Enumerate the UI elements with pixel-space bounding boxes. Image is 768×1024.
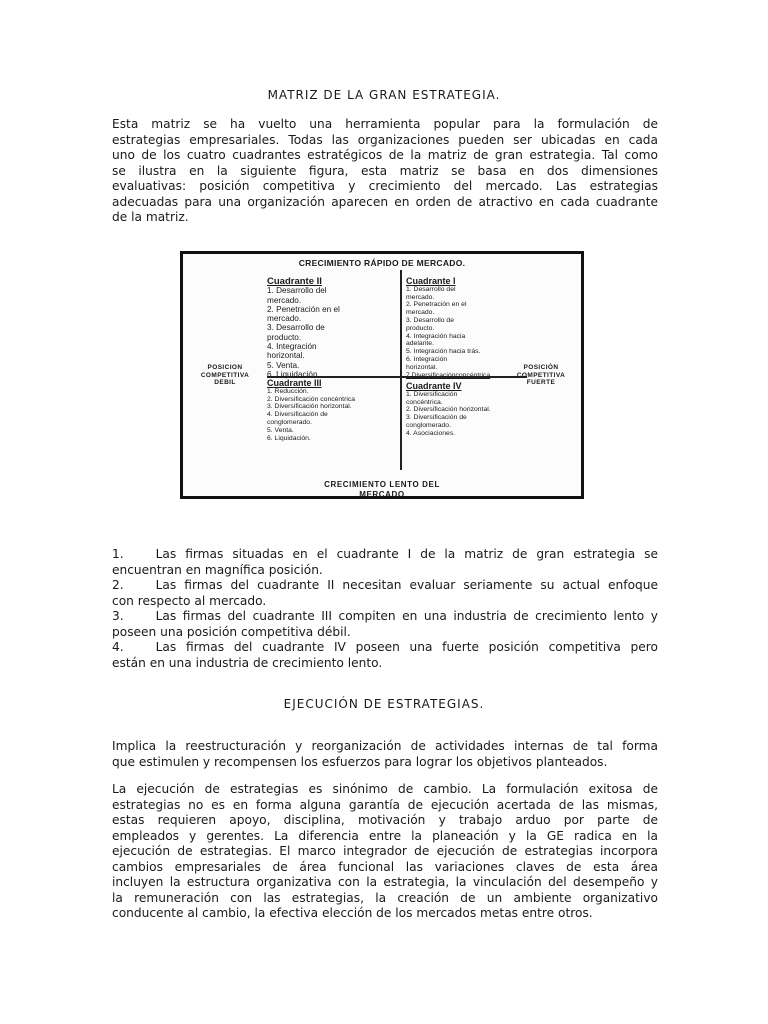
quadrant-item: 1. Desarrollo del <box>267 286 327 296</box>
list-item <box>112 578 658 609</box>
quadrant-item: concéntrica. <box>406 398 443 406</box>
quadrant-item: adelante. <box>406 340 434 348</box>
list-item <box>112 609 658 640</box>
section-title-ejecucion: EJECUCIÓN DE ESTRATEGIAS. <box>283 697 485 711</box>
figure-bottom-label <box>183 480 581 500</box>
list-text: Las firmas situadas en el cuadrante I de la matriz de gran estrategia se <box>155 547 658 561</box>
text-line: estas requieren apoyo, disciplina, motivación y trabajo arduo por parte de <box>112 813 658 827</box>
list-item-line-1 <box>112 578 658 594</box>
quadrant-item: 6. Integración <box>406 355 448 363</box>
vertical-axis <box>400 270 402 470</box>
quadrant-item: horizontal. <box>267 351 305 361</box>
text-line: cambios empresariales de área funcional las variaciones claves de esta área <box>112 859 658 874</box>
quadrant-2-heading: Cuadrante II <box>267 276 322 287</box>
figure-top-label: CRECIMIENTO RÁPIDO DE MERCADO. <box>298 258 466 268</box>
list-text: con respecto al mercado. <box>112 593 267 608</box>
intro-paragraph <box>112 117 658 226</box>
quadrant-item: mercado. <box>267 295 302 305</box>
quadrant-item: 1. Desarrollo del <box>406 285 456 293</box>
quadrant-item: conglomerado. <box>267 418 312 426</box>
list-text: Las firmas del cuadrante II necesitan evaluar seriamente su actual enfoque <box>155 578 658 592</box>
text-line: ejecución de estrategias. El marco integrador de ejecución de estrategias incorpora <box>112 844 658 858</box>
text-line: estrategias empresariales. Todas las organizaciones pueden ser ubicadas en cada <box>112 132 658 147</box>
numbered-list <box>112 547 658 671</box>
quadrant-item: 6. Liquidación. <box>267 434 311 442</box>
section-title-matriz: MATRIZ DE LA GRAN ESTRATEGIA. <box>267 88 501 102</box>
text-line: uno de los cuatro cuadrantes estratégicos de la matriz de gran estrategia. Tal como <box>112 148 658 162</box>
list-item <box>112 547 658 578</box>
quadrant-1 <box>406 278 536 379</box>
quadrant-3 <box>267 380 399 442</box>
quadrant-item: 3. Diversificación horizontal. <box>267 403 352 411</box>
quadrant-item: 3. Desarrollo de <box>267 323 325 333</box>
quadrant-item: 5. Integración hacia trás. <box>406 348 481 356</box>
list-number: 2. <box>112 578 124 592</box>
text-line: empleados y gerentes. La diferencia entre la planeación y la GE radica en la <box>112 828 658 843</box>
list-text: Las firmas del cuadrante IV poseen una fuerte posición competitiva pero <box>155 640 658 654</box>
text-line: adecuadas para una organización aparecen en orden de atractivo en cada cuadrante <box>112 194 658 209</box>
text-line: conducente al cambio, la efectiva elección de los mercados metas entre otros. <box>112 906 593 920</box>
quadrant-1-heading: Cuadrante I <box>406 276 456 286</box>
quadrant-4 <box>406 383 536 438</box>
quadrant-item: 4. Diversificación de <box>267 411 328 419</box>
quadrant-item: 6. Liquidación. <box>267 369 320 379</box>
bottom-label-line: MERCADO <box>359 490 405 499</box>
quadrant-item: 2. Diversificación horizontal. <box>406 406 491 414</box>
quadrant-item: 3. Diversificación de <box>406 414 467 422</box>
list-number: 4. <box>112 640 124 654</box>
quadrant-item: 3. Desarrollo de <box>406 316 454 324</box>
quadrant-item: 2. Penetración en el <box>406 301 467 309</box>
bottom-label-line: CRECIMIENTO LENTO DEL <box>324 480 440 489</box>
quadrant-2 <box>267 277 397 379</box>
paragraph-ejecucion <box>112 782 658 922</box>
list-text: poseen una posición competitiva débil. <box>112 624 351 639</box>
quadrant-3-heading: Cuadrante III <box>267 378 322 388</box>
text-line: evaluativas: posición competitiva y crecimiento del mercado. Las estrategias <box>112 179 658 193</box>
quadrant-item: 7.Diversificaciónconcéntrica <box>406 371 491 379</box>
left-label-line: COMPETITIVA <box>200 371 250 379</box>
text-line: estrategias no es en forma alguna garantía de ejecución acertada de las mismas, <box>112 797 658 812</box>
list-number: 3. <box>112 609 124 623</box>
text-line: La ejecución de estrategias es sinónimo de cambio. La formulación exitosa de <box>112 782 658 796</box>
quadrant-item: 4. Asociaciones. <box>406 429 456 437</box>
right-label-line: COMPETITIVA <box>516 371 566 379</box>
quadrant-item: conglomerado. <box>406 421 451 429</box>
left-label-line: POSICION <box>207 364 243 371</box>
left-axis-label <box>185 364 265 387</box>
quadrant-item: 2. Diversificación concéntrica <box>267 395 356 403</box>
quadrant-item: mercado. <box>406 309 435 317</box>
list-item-line-1 <box>112 640 658 656</box>
quadrant-item: producto. <box>267 332 302 342</box>
quadrant-item: producto. <box>406 324 435 332</box>
text-line: la remuneración con las estrategias, la creación de un ambiente organizativo <box>112 890 658 905</box>
right-label-line: FUERTE <box>526 379 556 386</box>
left-label-line: DEBIL <box>214 379 236 386</box>
list-text: están en una industria de crecimiento lento. <box>112 655 383 670</box>
right-label-line: POSICIÓN <box>523 364 559 371</box>
quadrant-4-heading: Cuadrante IV <box>406 381 462 391</box>
quadrant-item: 1. Reducción. <box>267 387 309 395</box>
quadrant-item: horizontal. <box>406 363 438 371</box>
list-text: Las firmas del cuadrante III compiten en una industria de crecimiento lento y <box>155 609 658 623</box>
text-line: Implica la reestructuración y reorganización de actividades internas de tal forma <box>112 739 658 753</box>
text-line: que estimulen y recompensen los esfuerzos para lograr los objetivos planteados. <box>112 754 608 769</box>
quadrant-item: mercado. <box>406 293 435 301</box>
quadrant-item: 4. Integración hacia <box>406 332 466 340</box>
text-line: incluyen la estructura organizativa con la estrategia, la vinculación del desempeño y <box>112 875 658 889</box>
quadrant-item: 2. Penetración en el <box>267 304 340 314</box>
paragraph-implica <box>112 739 658 770</box>
list-item-line-1 <box>112 547 658 563</box>
quadrant-item: 4. Integración <box>267 342 317 352</box>
quadrant-item: 1. Diversificación <box>406 390 458 398</box>
text-line: de la matriz. <box>112 210 189 224</box>
text-line: se ilustra en la siguiente figura, esta matriz se basa en dos dimensiones <box>112 163 658 178</box>
list-item-line-1 <box>112 609 658 625</box>
list-text: encuentran en magnífica posición. <box>112 562 323 577</box>
list-item <box>112 640 658 671</box>
list-number: 1. <box>112 547 124 561</box>
grand-strategy-matrix-figure <box>180 251 584 499</box>
quadrant-item: mercado. <box>267 314 302 324</box>
text-line: Esta matriz se ha vuelto una herramienta popular para la formulación de <box>112 117 658 131</box>
quadrant-item: 5. Venta. <box>267 426 294 434</box>
quadrant-item: 5. Venta. <box>267 360 300 370</box>
